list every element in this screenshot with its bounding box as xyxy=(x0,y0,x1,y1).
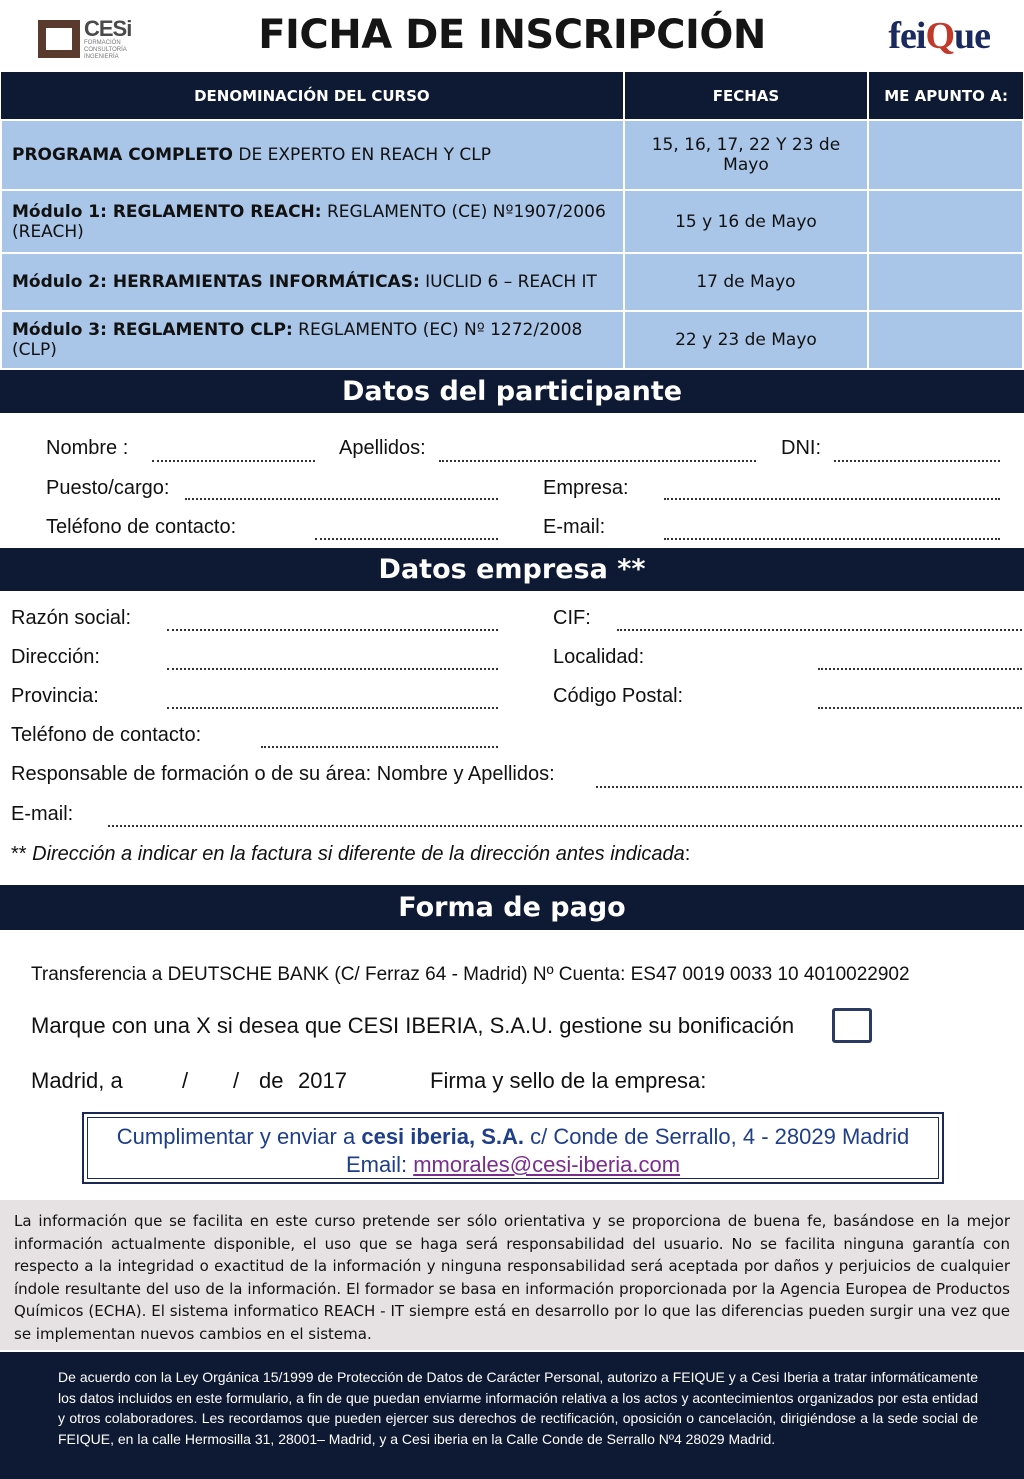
date-city-label: Madrid, a xyxy=(31,1068,123,1093)
company-telefono-field[interactable] xyxy=(261,746,498,748)
company-email-label: E-mail: xyxy=(11,803,74,825)
table-row xyxy=(1,253,1023,311)
empresa-label: Empresa: xyxy=(543,477,629,499)
course-name-cell: Módulo 3: REGLAMENTO CLP: REGLAMENTO (EC) Nº 1272/2008 (CLP) xyxy=(1,311,624,369)
bonificacion-label: Marque con una X si desea que CESI IBERIA, S.A.U. gestione su bonificación xyxy=(31,1013,795,1038)
provincia-field[interactable] xyxy=(167,707,498,709)
company-telefono-label: Teléfono de contacto: xyxy=(11,724,202,746)
dni-label: DNI: xyxy=(781,437,821,459)
cesi-logo-tagline: FORMACIÓN CONSULTORÍA INGENIERÍA xyxy=(84,40,127,60)
responsable-label: Responsable de formación o de su área: Nombre y Apellidos: xyxy=(11,763,555,785)
table-row xyxy=(1,120,1023,190)
apellidos-label: Apellidos: xyxy=(339,437,426,459)
puesto-label: Puesto/cargo: xyxy=(46,477,170,499)
feique-logo: feiQue xyxy=(888,15,990,57)
company-section-heading: Datos empresa ** xyxy=(0,548,1024,591)
telefono-label: Teléfono de contacto: xyxy=(46,516,237,538)
razon-social-label: Razón social: xyxy=(11,607,132,629)
email-field[interactable] xyxy=(664,538,1000,540)
page-title: FICHA DE INSCRIPCIÓN xyxy=(258,12,766,58)
course-dates-cell: 17 de Mayo xyxy=(624,253,869,311)
table-row xyxy=(1,190,1023,253)
nombre-label: Nombre : xyxy=(46,437,129,459)
bonificacion-checkbox[interactable] xyxy=(832,1008,872,1043)
sign-up-cell[interactable] xyxy=(868,190,1023,253)
header-sign-up: ME APUNTO A: xyxy=(868,72,1023,120)
date-de-label: de xyxy=(259,1068,284,1093)
sign-up-cell[interactable] xyxy=(868,253,1023,311)
razon-social-field[interactable] xyxy=(167,629,498,631)
localidad-label: Localidad: xyxy=(553,646,645,668)
course-dates-cell: 15 y 16 de Mayo xyxy=(624,190,869,253)
send-email-link[interactable]: mmorales@cesi-iberia.com xyxy=(413,1152,681,1177)
header-dates: FECHAS xyxy=(624,72,869,120)
provincia-label: Provincia: xyxy=(11,685,99,707)
dni-field[interactable] xyxy=(834,460,1000,462)
course-dates-cell: 22 y 23 de Mayo xyxy=(624,311,869,369)
cesi-logo-text: CESi xyxy=(84,16,132,41)
responsable-field[interactable] xyxy=(596,786,1022,788)
sign-up-cell[interactable] xyxy=(868,120,1023,190)
localidad-field[interactable] xyxy=(818,668,1022,670)
course-dates-cell: 15, 16, 17, 22 Y 23 de Mayo xyxy=(624,120,869,190)
codigo-postal-label: Código Postal: xyxy=(553,685,684,707)
participant-section-heading: Datos del participante xyxy=(0,370,1024,413)
cif-label: CIF: xyxy=(553,607,591,629)
send-instructions-box xyxy=(82,1112,944,1184)
empresa-field[interactable] xyxy=(664,498,1000,500)
direccion-field[interactable] xyxy=(167,668,498,670)
apellidos-field[interactable] xyxy=(439,460,756,462)
company-email-field[interactable] xyxy=(108,825,1022,827)
send-email-line: Email: mmorales@cesi-iberia.com xyxy=(345,1152,681,1177)
cif-field[interactable] xyxy=(617,629,1022,631)
data-protection-notice: De acuerdo con la Ley Orgánica 15/1999 de Protección de Datos de Carácter Personal, autorizo a FEIQUE y a Cesi Iberia a tratar informáticamente los datos incluidos en este formulario, a fin de que puedan enviarme información relativa a los actos y acontecimientos organizados por esta entidad y otros colaboradores. Les recordamos que pueden ejercer sus derechos de rectificación, oposición o cancelación, dirigiéndose a la sede social de FEIQUE, en la calle Hermosilla 31, 28001– Madrid, y a Cesi iberia en la Calle Conde de Serrallo Nº4 28029 Madrid. xyxy=(0,1352,1024,1479)
header-course-name: DENOMINACIÓN DEL CURSO xyxy=(1,72,624,120)
signature-label: Firma y sello de la empresa: xyxy=(430,1068,707,1093)
date-slash: / xyxy=(182,1068,189,1093)
course-table xyxy=(0,72,1024,370)
payment-section-heading: Forma de pago xyxy=(0,885,1024,930)
nombre-field[interactable] xyxy=(152,460,315,462)
telefono-field[interactable] xyxy=(315,538,498,540)
puesto-field[interactable] xyxy=(185,498,498,500)
date-slash: / xyxy=(233,1068,240,1093)
codigo-postal-field[interactable] xyxy=(818,707,1022,709)
bank-transfer-option: Transferencia a DEUTSCHE BANK (C/ Ferraz 64 - Madrid) Nº Cuenta: ES47 0019 0033 10 4010022902 xyxy=(31,964,910,985)
course-name-cell: PROGRAMA COMPLETO DE EXPERTO EN REACH Y CLP xyxy=(1,120,624,190)
send-address-line: Cumplimentar y enviar a cesi iberia, S.A. c/ Conde de Serrallo, 4 - 28029 Madrid xyxy=(116,1124,910,1149)
table-row xyxy=(1,311,1023,369)
course-name-cell: Módulo 2: HERRAMIENTAS INFORMÁTICAS: IUCLID 6 – REACH IT xyxy=(1,253,624,311)
disclaimer-text: La información que se facilita en este curso pretende ser sólo orientativa y se proporciona de buena fe, basándose en la mejor información actualmente disponible, el uso que se haga será responsabilidad del usuario. No se facilita ninguna garantía con respecto a la integridad o exactitud de la información y ninguna responsabilidad será aceptada por daños y perjuicios de cualquier índole resultante del uso de la información. El formador se basa en información proporcionada por la Agencia Europea de Productos Químicos (ECHA). El sistema informatico REACH - IT siempre está en desarrollo por lo que las diferencias pueden surgir una vez que se implementan nuevos cambios en el sistema. xyxy=(0,1200,1024,1350)
course-name-cell: Módulo 1: REGLAMENTO REACH: REGLAMENTO (CE) Nº1907/2006 (REACH) xyxy=(1,190,624,253)
direccion-label: Dirección: xyxy=(11,646,100,668)
billing-address-note: ** Dirección a indicar en la factura si diferente de la dirección antes indicada: xyxy=(11,843,691,865)
date-year: 2017 xyxy=(298,1068,347,1093)
sign-up-cell[interactable] xyxy=(868,311,1023,369)
email-label: E-mail: xyxy=(543,516,606,538)
